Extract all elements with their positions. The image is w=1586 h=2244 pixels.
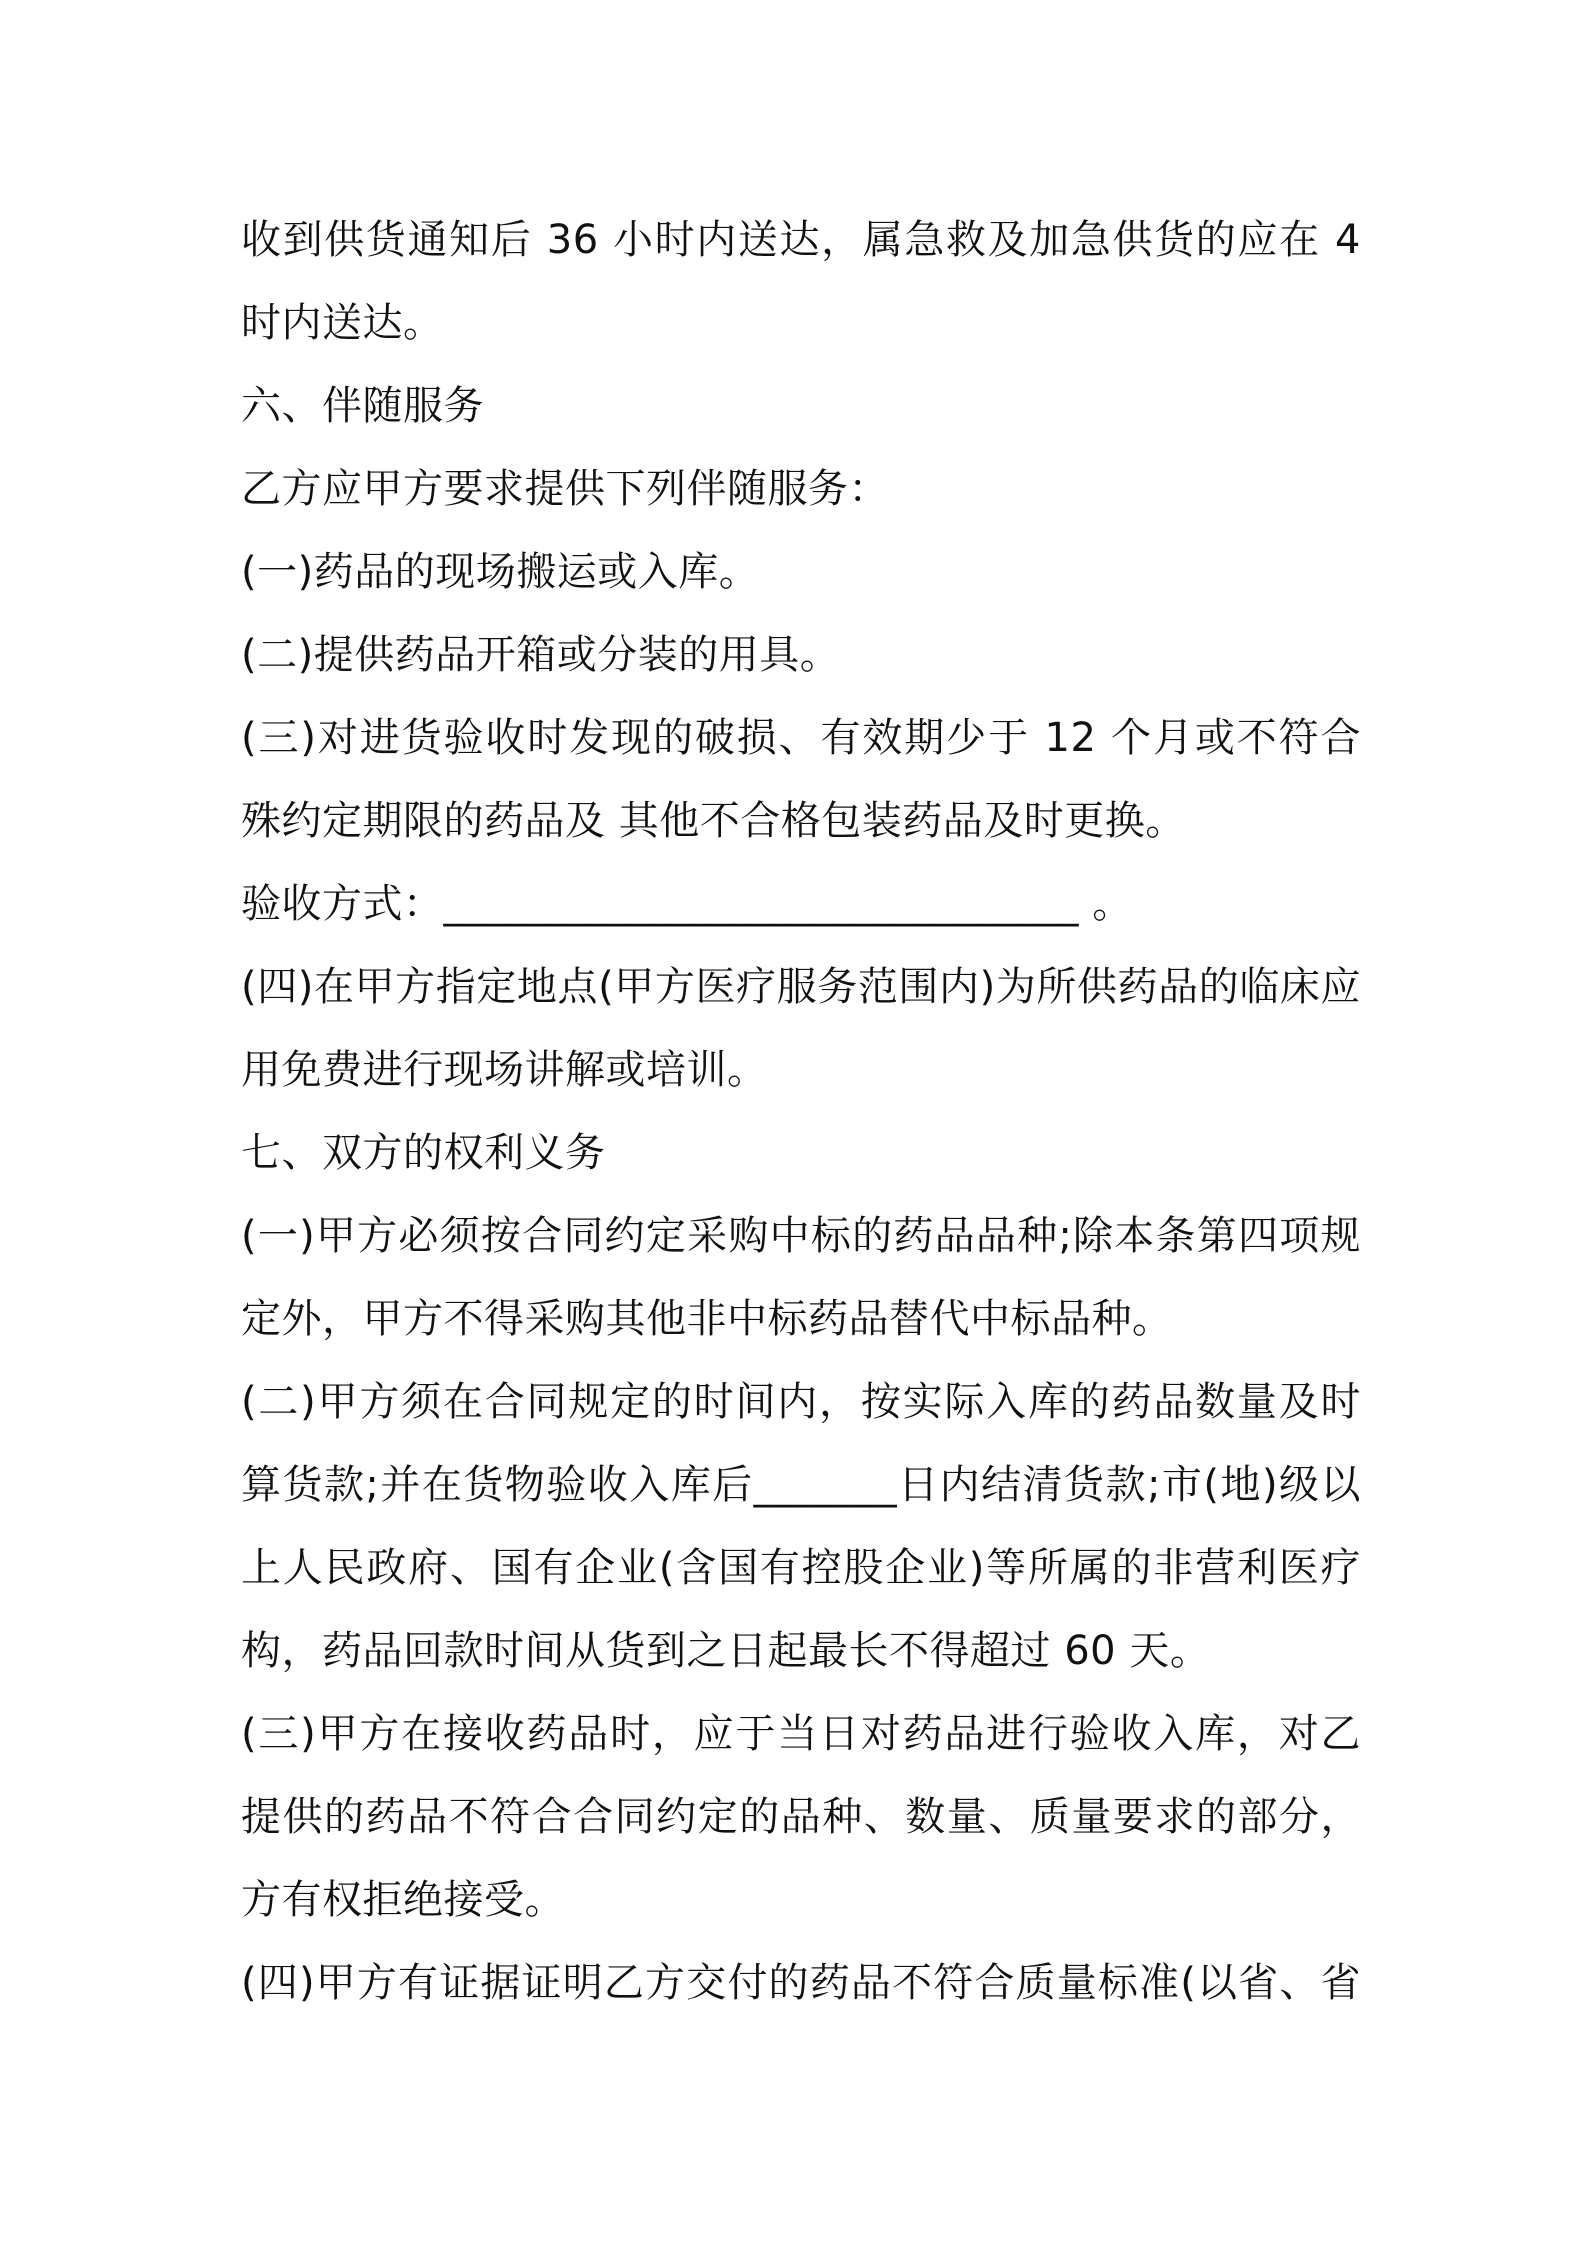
- list-item-rights-3-line-3: 方有权拒绝接受。: [241, 1877, 565, 1923]
- section-heading-rights-obligations: 七、双方的权利义务: [241, 1130, 606, 1176]
- list-item-service-4-line-2: 用免费进行现场讲解或培训。: [241, 1047, 768, 1093]
- list-item-service-3-line-2: 殊约定期限的药品及 其他不合格包装药品及时更换。: [241, 798, 1186, 844]
- section-heading-accompanying-services: 六、伴随服务: [241, 383, 484, 429]
- paragraph-delivery-time-line-2: 时内送达。: [241, 300, 444, 346]
- list-item-rights-4-line-1: (四)甲方有证据证明乙方交付的药品不符合质量标准(以省、省: [241, 1960, 1361, 2006]
- list-item-rights-1-line-2: 定外，甲方不得采购其他非中标药品替代中标品种。: [241, 1296, 1173, 1342]
- list-item-rights-2-line-3: 上人民政府、国有企业(含国有控股企业)等所属的非营利医疗: [241, 1545, 1361, 1591]
- list-item-rights-1-line-1: (一)甲方必须按合同约定采购中标的药品品种;除本条第四项规: [241, 1213, 1361, 1259]
- list-item-rights-2-line-4: 构，药品回款时间从货到之日起最长不得超过 60 天。: [241, 1628, 1211, 1674]
- list-item-rights-3-line-1: (三)甲方在接收药品时，应于当日对药品进行验收入库，对乙: [241, 1711, 1361, 1757]
- list-item-service-2: (二)提供药品开箱或分装的用具。: [241, 632, 841, 678]
- list-item-service-3-line-1: (三)对进货验收时发现的破损、有效期少于 12 个月或不符合: [241, 715, 1361, 761]
- list-item-service-4-line-1: (四)在甲方指定地点(甲方医疗服务范围内)为所供药品的临床应: [241, 964, 1361, 1010]
- paragraph-services-intro: 乙方应甲方要求提供下列伴随服务：: [241, 466, 889, 512]
- list-item-service-1: (一)药品的现场搬运或入库。: [241, 549, 760, 595]
- document-body: [241, 199, 1361, 2025]
- list-item-rights-2-line-1: (二)甲方须在合同规定的时间内，按实际入库的药品数量及时: [241, 1379, 1361, 1425]
- list-item-rights-3-line-2: 提供的药品不符合合同约定的品种、数量、质量要求的部分，: [241, 1794, 1361, 1840]
- paragraph-delivery-time-line-1: 收到供货通知后 36 小时内送达，属急救及加急供货的应在 4: [241, 217, 1361, 263]
- list-item-rights-2-line-2: 算货款;并在货物验收入库后_______日内结清货款;市(地)级以: [241, 1462, 1361, 1508]
- acceptance-method-field: 验收方式：_______________________________ 。: [241, 881, 1133, 927]
